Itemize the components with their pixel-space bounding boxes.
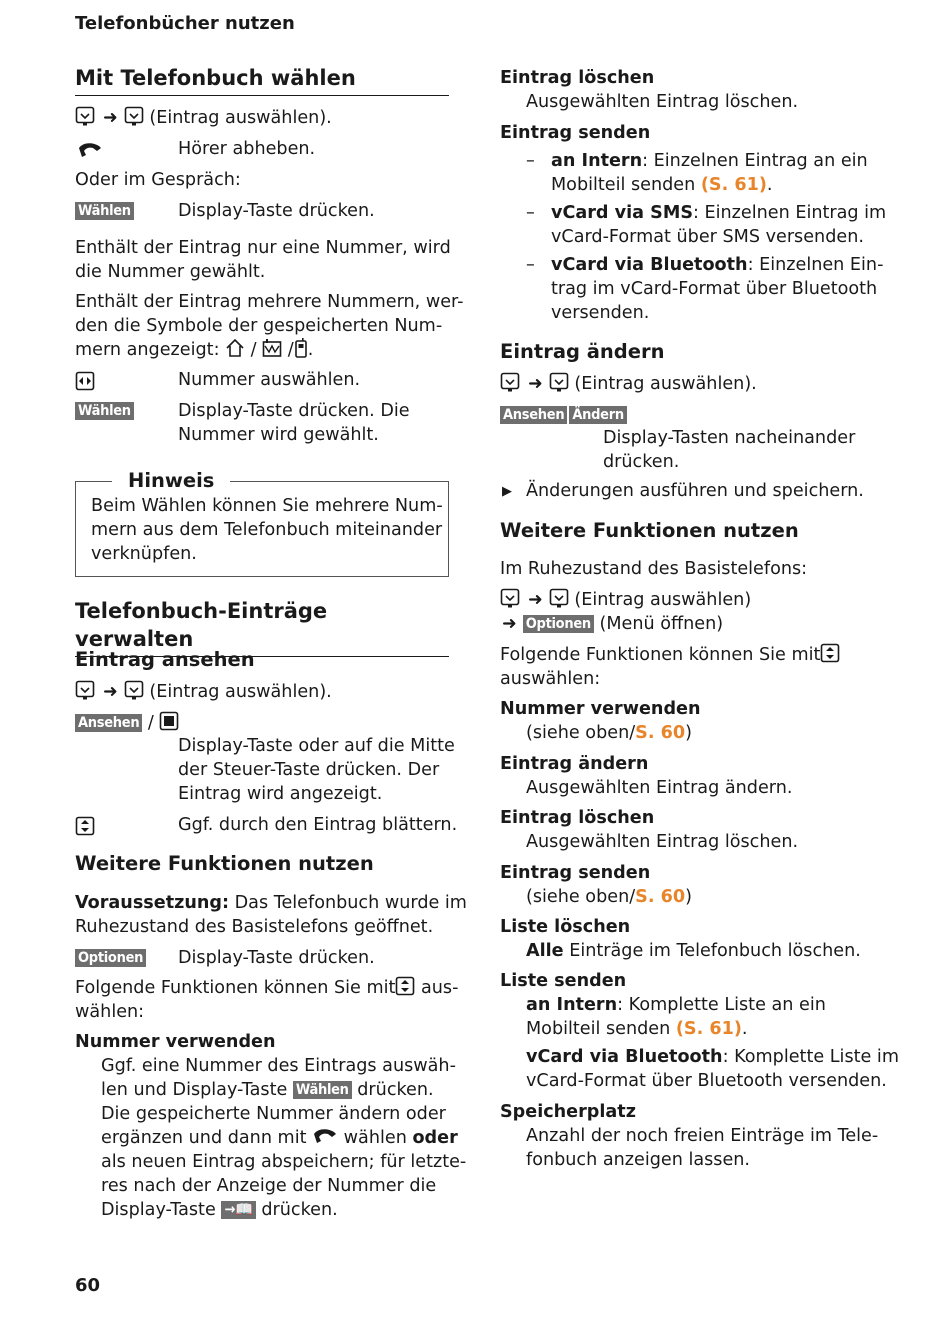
subsection-title-ansehen: Eintrag ansehen: [75, 648, 255, 671]
function-text: len und Display-Taste Wählen drücken.: [101, 1080, 434, 1100]
paragraph-line: wählen:: [75, 1002, 145, 1022]
note-box: [75, 469, 449, 577]
function-text: (siehe oben/S. 60): [526, 887, 692, 907]
step-press-key-dialed: Nummer wird gewählt.: [178, 425, 379, 445]
function-text: Die gespeicherte Nummer ändern oder: [101, 1104, 446, 1124]
paragraph-line: Im Ruhezustand des Basistelefons:: [500, 559, 808, 579]
function-title-nummer: Nummer verwenden: [75, 1032, 276, 1052]
arrow-icon: ➜: [103, 108, 118, 128]
paragraph-line: Enthält der Eintrag mehrere Nummern, wer-: [75, 292, 464, 312]
function-text: (siehe oben/S. 60): [526, 723, 692, 743]
paragraph-line: die Nummer gewählt.: [75, 262, 266, 282]
function-text: res nach der Anzeige der Nummer die: [101, 1176, 437, 1196]
step-triangle-icon: ▶: [502, 484, 512, 499]
softkey-to-phonebook: →📖: [221, 1201, 255, 1219]
paragraph-line: Folgende Funktionen können Sie mit aus-: [75, 978, 459, 998]
contacts-list-icon: [500, 372, 520, 392]
function-title-senden: Eintrag senden: [500, 123, 651, 143]
step-select-entry: [75, 106, 332, 130]
function-title-aendern: Eintrag ändern: [500, 754, 649, 774]
step-press-key: Display-Taste drücken.: [178, 201, 375, 221]
page-number: 60: [75, 1275, 101, 1296]
softkeys-ansehen-aendern: [500, 403, 627, 427]
function-text: Anzahl der noch freien Einträge im Tele-: [526, 1126, 879, 1146]
function-text: Ausgewählten Eintrag löschen.: [526, 92, 799, 112]
function-text: fonbuch anzeigen lassen.: [526, 1150, 751, 1170]
function-title-loeschen: Eintrag löschen: [500, 808, 655, 828]
step-text: (Eintrag auswählen).: [149, 108, 332, 128]
function-text: Display-Taste →📖 drücken.: [101, 1200, 338, 1220]
subsection-title-aendern: Eintrag ändern: [500, 340, 665, 363]
contacts-list-icon: [75, 680, 95, 700]
paragraph-line: Ruhezustand des Basistelefons geöffnet.: [75, 917, 434, 937]
step-select-entry: ➜ (Eintrag auswählen): [500, 588, 751, 612]
note-line: mern aus dem Telefonbuch miteinander: [91, 520, 443, 540]
step-press-key: Display-Taste drücken.: [178, 948, 375, 968]
softkey-optionen: Optionen: [75, 946, 146, 970]
function-title-speicherplatz: Speicherplatz: [500, 1102, 636, 1122]
navigation-key-center-icon: [159, 711, 179, 731]
function-text: ergänzen und dann mit wählen oder: [101, 1128, 458, 1148]
function-text: vCard via Bluetooth: Komplette Liste im: [526, 1047, 899, 1067]
paragraph-line: den die Symbole der gespeicherten Num-: [75, 316, 443, 336]
function-text: vCard-Format über Bluetooth versenden.: [526, 1071, 887, 1091]
navigation-key-left-right-icon: [75, 371, 95, 391]
in-call-text: Oder im Gespräch:: [75, 170, 241, 190]
function-text: Ggf. eine Nummer des Eintrags auswäh-: [101, 1056, 456, 1076]
section-title-verwalten: Telefonbuch-Einträge verwalten: [75, 597, 449, 657]
paragraph-line: auswählen:: [500, 669, 601, 689]
list-item: vCard via Bluetooth: Einzelnen Ein-: [551, 255, 884, 275]
list-item: trag im vCard-Format über Bluetooth: [551, 279, 878, 299]
office-number-icon: [262, 338, 282, 358]
function-text: Ausgewählten Eintrag löschen.: [526, 832, 799, 852]
function-text: an Intern: Komplette Liste an ein: [526, 995, 826, 1015]
step-press-key-dialed: Display-Taste drücken. Die: [178, 401, 410, 421]
step-text: Display-Tasten nacheinander: [603, 428, 856, 448]
function-title-liste-loeschen: Liste löschen: [500, 917, 631, 937]
softkey-ansehen: Ansehen: [75, 714, 142, 732]
softkey-waehlen: Wählen: [293, 1081, 352, 1099]
home-number-icon: [225, 338, 245, 358]
step-select-entry: ➜ (Eintrag auswählen).: [500, 372, 757, 396]
softkey-optionen: Optionen: [523, 615, 594, 633]
list-dash: –: [526, 255, 535, 275]
running-header: Telefonbücher nutzen: [75, 13, 295, 34]
function-title-loeschen: Eintrag löschen: [500, 68, 655, 88]
subsection-title-weitere: Weitere Funktionen nutzen: [75, 852, 374, 875]
page-link[interactable]: (S. 61): [700, 175, 767, 195]
step-text: Änderungen ausführen und speichern.: [526, 481, 864, 501]
contacts-list-icon: [124, 680, 144, 700]
list-dash: –: [526, 151, 535, 171]
contacts-list-icon: [124, 106, 144, 126]
subsection-title-weitere: Weitere Funktionen nutzen: [500, 519, 799, 542]
step-scroll: Ggf. durch den Eintrag blättern.: [178, 815, 458, 835]
contacts-list-icon: [549, 588, 569, 608]
arrow-icon: ➜: [502, 614, 517, 634]
function-text: als neuen Eintrag abspeichern; für letzte-: [101, 1152, 467, 1172]
list-item: versenden.: [551, 303, 650, 323]
page-link[interactable]: (S. 61): [675, 1019, 742, 1039]
note-title: Hinweis: [112, 468, 230, 494]
softkey-waehlen: Wählen: [75, 399, 134, 423]
note-line: Beim Wählen können Sie mehrere Num-: [91, 496, 443, 516]
step-text: der Steuer-Taste drücken. Der: [178, 760, 440, 780]
navigation-key-up-down-icon: [75, 816, 95, 836]
arrow-icon: ➜: [103, 682, 118, 702]
list-item: an Intern: Einzelnen Eintrag an ein: [551, 151, 868, 171]
arrow-icon: ➜: [528, 590, 543, 610]
function-title-senden: Eintrag senden: [500, 863, 651, 883]
contacts-list-icon: [500, 588, 520, 608]
step-text: Eintrag wird angezeigt.: [178, 784, 383, 804]
softkey-waehlen: Wählen: [75, 199, 134, 223]
list-item: vCard via SMS: Einzelnen Eintrag im: [551, 203, 887, 223]
mobile-number-icon: [294, 338, 308, 358]
step-text: drücken.: [603, 452, 680, 472]
function-text: Ausgewählten Eintrag ändern.: [526, 778, 793, 798]
page-link[interactable]: S. 60: [635, 723, 686, 743]
step-text: Display-Taste oder auf die Mitte: [178, 736, 455, 756]
contacts-list-icon: [75, 106, 95, 126]
page-link[interactable]: S. 60: [635, 887, 686, 907]
softkey-ansehen: Ansehen: [500, 406, 567, 424]
function-title-liste-senden: Liste senden: [500, 971, 627, 991]
paragraph-line: Voraussetzung: Das Telefonbuch wurde im: [75, 893, 467, 913]
navigation-key-up-down-icon: [395, 976, 415, 996]
list-dash: –: [526, 203, 535, 223]
step-select-number: Nummer auswählen.: [178, 370, 361, 390]
note-line: verknüpfen.: [91, 544, 197, 564]
contacts-list-icon: [549, 372, 569, 392]
step-select-entry: ➜ (Eintrag auswählen).: [75, 680, 332, 704]
step-open-menu: ➜ Optionen (Menü öffnen): [502, 614, 724, 634]
handset-icon: [312, 1126, 338, 1146]
step-lift-handset: Hörer abheben.: [178, 139, 316, 159]
paragraph-line: Enthält der Eintrag nur eine Nummer, wird: [75, 238, 451, 258]
paragraph-line: mern angezeigt: / / .: [75, 340, 314, 360]
list-item: Mobilteil senden (S. 61).: [551, 175, 773, 195]
list-item: vCard-Format über SMS versenden.: [551, 227, 864, 247]
function-title-nummer: Nummer verwenden: [500, 699, 701, 719]
section-title-mit-telefonbuch: Mit Telefonbuch wählen: [75, 64, 449, 96]
softkey-ansehen-or-center: Ansehen /: [75, 711, 179, 735]
paragraph-line: Folgende Funktionen können Sie mit: [500, 643, 840, 667]
function-text: Mobilteil senden (S. 61).: [526, 1019, 748, 1039]
navigation-key-up-down-icon: [820, 643, 840, 663]
handset-icon: [77, 140, 103, 160]
arrow-icon: ➜: [528, 374, 543, 394]
function-text: Alle Einträge im Telefonbuch löschen.: [526, 941, 861, 961]
softkey-aendern: Ändern: [569, 406, 627, 424]
